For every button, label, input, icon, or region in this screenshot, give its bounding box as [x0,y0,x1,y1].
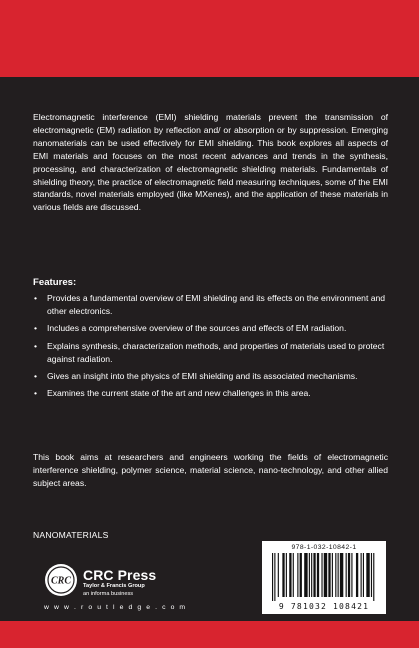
audience-statement: This book aims at researchers and engineers working the fields of electromagnetic interference shielding, polymer science, material science, nano-technology, and other allied subject areas. [33,452,388,488]
feature-item [33,322,388,335]
bullet-icon: • [34,388,38,399]
bottom-red-band [0,621,419,648]
isbn-barcode [262,541,386,614]
book-description: Electromagnetic interference (EMI) shielding materials prevent the transmission of electromagnetic (EM) radiation by reflection and/ or absorption or by suppression. Emerging nanomaterials can be used effectively for EMI shielding. This book explores all aspects of EMI materials and focuses on the most recent advances and trends in the synthesis, processing, and characterization of electromagnetic shielding materials. Fundamentals of shielding theory, the practice of electromagnetic field measuring techniques, some of the EMI standards, novel materials employed (like MXenes), and the application of these materials in various fields are discussed. [33,112,388,213]
feature-item [33,340,388,366]
feature-text: Explains synthesis, characterization methods, and properties of materials used to protect against radiation. [47,340,385,364]
logo-mark-text: CRC [50,575,72,587]
bullet-icon: • [34,323,38,334]
bullet-icon: • [34,371,38,382]
features-heading: Features: [33,277,77,288]
publisher-name: CRC Press [83,567,157,583]
feature-text: Gives an insight into the physics of EMI shielding and its associated mechanisms. [47,371,358,382]
publisher-group: Taylor & Francis Group [83,583,145,589]
publisher-logo [44,563,187,613]
crc-press-logo-icon [44,563,78,597]
bullet-icon: • [34,340,38,351]
publisher-tagline: an informa business [83,591,134,597]
feature-item [33,292,388,318]
barcode-digits: 9 781032 108421 [278,602,370,611]
bullet-icon: • [34,293,38,303]
top-red-band [0,0,419,77]
feature-text: Includes a comprehensive overview of the sources and effects of EM radiation. [47,323,347,334]
isbn-number: 978-1-032-10842-1 [291,544,357,551]
series-name: NANOMATERIALS [33,530,109,540]
feature-item [33,370,388,383]
feature-text: Provides a fundamental overview of EMI shielding and its effects on the environment and other electronics. [47,293,386,316]
barcode-bars [266,553,382,601]
features-list [33,292,388,405]
feature-item [33,387,388,400]
publisher-url: w w w . r o u t l e d g e . c o m [44,604,187,611]
feature-text: Examines the current state of the art and new challenges in this area. [47,388,311,399]
